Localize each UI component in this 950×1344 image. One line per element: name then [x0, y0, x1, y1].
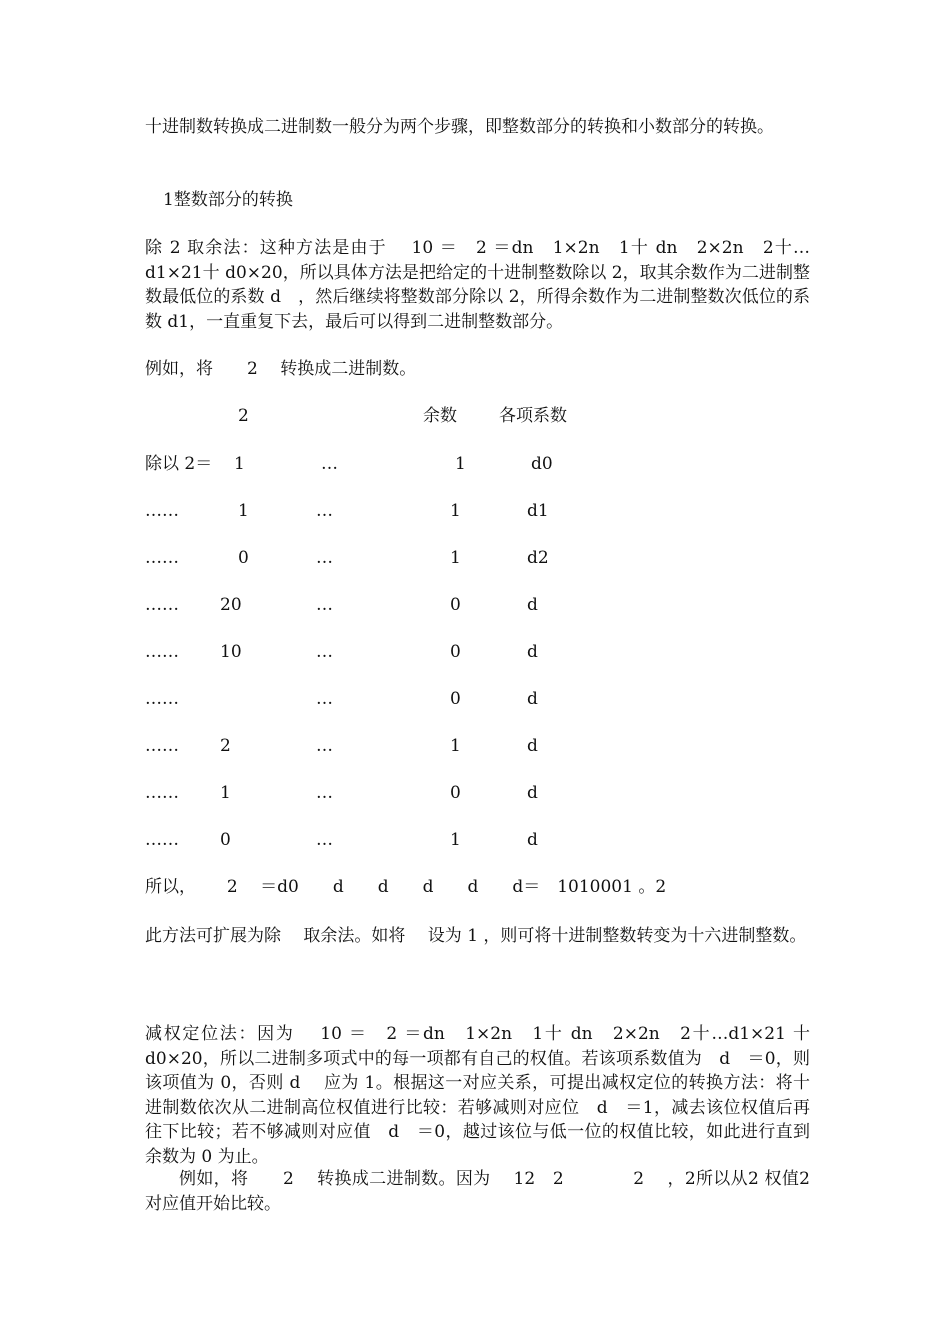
header-number: 2	[238, 406, 249, 426]
row-label: ……	[145, 595, 179, 615]
row-label: ……	[145, 830, 179, 850]
row-remainder: 1	[450, 548, 461, 568]
row-label: ……	[145, 548, 179, 568]
row-ellipsis: …	[316, 736, 333, 756]
row-label: ……	[145, 642, 179, 662]
row-label: 除以 2＝	[145, 454, 213, 474]
row-remainder: 1	[450, 830, 461, 850]
row-coefficient: d	[527, 595, 538, 615]
row-remainder: 1	[450, 736, 461, 756]
row-ellipsis: …	[316, 830, 333, 850]
row-ellipsis: …	[321, 454, 338, 474]
result-line: 所以， 2 ＝d0 d d d d d＝ 1010001 。2	[145, 877, 667, 897]
row-remainder: 0	[450, 642, 461, 662]
row-remainder: 1	[450, 501, 461, 521]
intro-paragraph: 十进制数转换成二进制数一般分为两个步骤，即整数部分的转换和小数部分的转换。	[145, 117, 774, 137]
row-quotient: 1	[238, 501, 249, 521]
row-coefficient: d	[527, 642, 538, 662]
row-ellipsis: …	[316, 501, 333, 521]
row-ellipsis: …	[316, 548, 333, 568]
example1-text: 例如，将 2 转换成二进制数。	[145, 359, 417, 379]
row-remainder: 0	[450, 689, 461, 709]
method1-paragraph: 除 2 取余法：这种方法是由于 10 ＝ 2 ＝dn 1×2n 1十 dn 2×2n 2十…d1×21十 d0×20，所以具体方法是把给定的十进制整数除以 2，取其余数作为二进制整数最低位的系数 d ，然后继续将整数部分除以 2，所得余数作为二进制整数次低位的系数 d1，一直重复下去，最后可以得到二进制整数部分。	[145, 238, 810, 332]
row-quotient: 0	[220, 830, 231, 850]
header-remainder: 余数	[423, 406, 457, 426]
row-ellipsis: …	[316, 783, 333, 803]
row-label: ……	[145, 736, 179, 756]
row-quotient: 20	[220, 595, 242, 615]
row-ellipsis: …	[316, 642, 333, 662]
row-label: ……	[145, 501, 179, 521]
row-coefficient: d1	[527, 501, 549, 521]
row-quotient: 1	[234, 454, 245, 474]
example2-paragraph: 例如，将 2 转换成二进制数。因为 12 2 2 ，2所以从2 权值2 对应值开始比较。	[145, 1169, 833, 1214]
row-remainder: 1	[455, 454, 466, 474]
row-coefficient: d	[527, 783, 538, 803]
row-ellipsis: …	[316, 689, 333, 709]
header-coefficient: 各项系数	[499, 406, 567, 426]
row-coefficient: d	[527, 689, 538, 709]
row-coefficient: d	[527, 830, 538, 850]
row-coefficient: d0	[531, 454, 553, 474]
row-quotient: 1	[220, 783, 231, 803]
row-label: ……	[145, 689, 179, 709]
row-ellipsis: …	[316, 595, 333, 615]
row-coefficient: d	[527, 736, 538, 756]
row-remainder: 0	[450, 595, 461, 615]
row-quotient: 0	[238, 548, 249, 568]
row-label: ……	[145, 783, 179, 803]
row-quotient: 2	[220, 736, 231, 756]
method2-paragraph: 减权定位法：因为 10 ＝ 2 ＝dn 1×2n 1十 dn 2×2n 2十…d1×21 十 d0×20，所以二进制多项式中的每一项都有自己的权值。若该项系数值为 d ＝0，则该项值为 0，否则 d 应为 1。根据这一对应关系，可提出减权定位的转换方法：将十进制数依次从二进制高位权值进行比较：若够减则对应位 d ＝1，减去该位权值后再往下比较；若不够减则对应值 d ＝0，越过该位与低一位的权值比较，如此进行直到余数为 0 为止。	[145, 1024, 810, 1167]
row-coefficient: d2	[527, 548, 549, 568]
row-remainder: 0	[450, 783, 461, 803]
row-quotient: 10	[220, 642, 242, 662]
extension-paragraph: 此方法可扩展为除 取余法。如将 设为 1 ，则可将十进制整数转变为十六进制整数。	[145, 926, 807, 946]
section-heading: 1整数部分的转换	[163, 190, 293, 210]
